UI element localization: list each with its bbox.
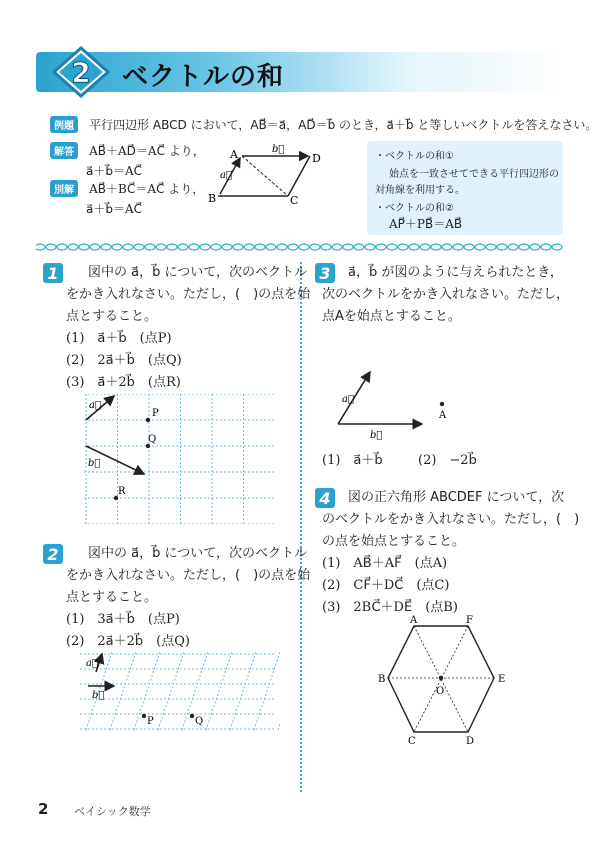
q2-text2: をかき入れなさい。ただし，( )の点を始 — [66, 568, 311, 583]
q4-number-badge — [314, 487, 336, 509]
q1-item3: (3) a⃗＋2b⃗ (点R) — [66, 375, 181, 390]
answer-line1: AB⃗＋AD⃗＝AC⃗ より， — [89, 144, 205, 158]
q2-oblique-grid-figure — [80, 652, 280, 732]
svg-text:2: 2 — [47, 545, 59, 564]
q3-text2: 次のベクトルをかき入れなさい。ただし， — [322, 287, 570, 302]
answer-line2: a⃗＋b⃗＝AC⃗ — [86, 164, 143, 178]
q4-hexagon-figure — [370, 614, 520, 744]
q4-label-A: A — [410, 615, 418, 626]
q1-label-a: a⃗ — [89, 400, 101, 411]
q2-label-a: a⃗ — [86, 658, 98, 669]
q2-point-Q — [190, 714, 194, 718]
answer-tag: 解答 — [50, 142, 78, 159]
q2-label-Q: Q — [195, 716, 204, 727]
label-vec-a: a⃗ — [220, 170, 232, 181]
q4-item2: (2) CF⃗＋DC⃗ (点C) — [322, 578, 450, 593]
q1-item2: (2) 2a⃗＋b⃗ (点Q) — [66, 353, 182, 368]
book-title: ベイシック数学 — [74, 805, 151, 818]
q4-label-D: D — [466, 736, 475, 744]
page-number: 2 — [38, 800, 49, 818]
q1-label-Q: Q — [148, 434, 157, 445]
header-band — [36, 52, 566, 92]
label-vec-b: b⃗ — [272, 144, 285, 155]
q2-number-badge — [42, 543, 64, 565]
svg-text:3: 3 — [319, 264, 331, 283]
q3-text1: a⃗，b⃗ が図のように与えられたとき， — [348, 265, 563, 280]
q4-label-E: E — [498, 674, 506, 685]
page-title: ベクトルの和 — [122, 62, 285, 92]
q3-label-a: a⃗ — [342, 394, 354, 405]
q4-text1: 図の正六角形 ABCDEF について，次 — [348, 490, 565, 505]
example-row — [50, 114, 597, 135]
label-B: B — [208, 192, 217, 205]
q4-label-O: O — [436, 686, 445, 697]
q4-text2: のベクトルをかき入れなさい。ただし，( ) — [322, 512, 580, 527]
q3-text3: 点Aを始点とすること。 — [322, 309, 461, 324]
alt-line1: AB⃗＋BC⃗＝AC⃗ より， — [89, 182, 205, 196]
q2-text3: 点とすること。 — [66, 590, 158, 605]
label-C: C — [290, 194, 299, 207]
info-box — [367, 141, 563, 235]
svg-text:4: 4 — [319, 489, 331, 508]
column-divider — [300, 262, 302, 792]
section-number-badge — [52, 46, 110, 98]
q3-label-b: b⃗ — [370, 430, 383, 441]
q2-label-P: P — [147, 716, 154, 727]
q3-item2: (2) −2b⃗ — [418, 453, 477, 468]
q1-text1: 図中の a⃗，b⃗ について，次のベクトル — [88, 265, 307, 280]
q2-text1: 図中の a⃗，b⃗ について，次のベクトル — [88, 546, 307, 561]
side-cd — [288, 156, 310, 196]
q1-text2: をかき入れなさい。ただし，( )の点を始 — [66, 287, 311, 302]
parallelogram-figure — [200, 140, 340, 210]
q1-text3: 点とすること。 — [66, 309, 158, 324]
chain-divider — [36, 242, 566, 252]
info-item2-formula: AP⃗＋PB⃗＝AB⃗ — [389, 217, 463, 231]
q1-label-R: R — [118, 486, 126, 497]
q2-point-P — [142, 714, 146, 718]
q4-item3: (3) 2BC⃗＋DE⃗ (点B) — [322, 600, 458, 615]
q1-grid-figure — [84, 394, 274, 524]
alt-line2: a⃗＋b⃗＝AC⃗ — [86, 202, 143, 216]
example-tag: 例題 — [50, 116, 78, 133]
q4-label-B: B — [378, 674, 386, 685]
q4-text3: の点を始点とすること。 — [322, 534, 466, 549]
q4-item1: (1) AB⃗＋AF⃗ (点A) — [322, 556, 448, 571]
q1-label-b: b⃗ — [88, 458, 101, 469]
example-problem: 平行四辺形 ABCD において，AB⃗＝a⃗，AD⃗＝b⃗ のとき，a⃗＋b⃗ と等しいベクトルを答えなさい。 — [89, 118, 598, 132]
q4-label-C: C — [408, 736, 416, 744]
q1-number-badge — [42, 262, 64, 284]
info-item1-text2: 対角線を利用する。 — [375, 185, 465, 196]
answer-block — [50, 140, 205, 181]
alt-tag: 別解 — [50, 180, 78, 197]
q2-label-b: b⃗ — [92, 690, 105, 701]
q2-item2: (2) 2a⃗＋2b⃗ (点Q) — [66, 634, 190, 649]
q3-point-A — [440, 402, 444, 406]
q1-point-P — [146, 418, 150, 422]
q1-label-P: P — [152, 408, 159, 419]
q2-item1: (1) 3a⃗＋b⃗ (点P) — [66, 612, 180, 627]
info-item1-title: ・ベクトルの和① — [375, 151, 454, 162]
q3-label-A: A — [439, 410, 447, 421]
q3-vector-figure — [330, 362, 470, 444]
info-item1-text1: 始点を一致させてできる平行四辺形の — [389, 169, 559, 180]
alt-block — [50, 178, 204, 219]
q4-label-F: F — [466, 615, 473, 626]
q1-item1: (1) a⃗＋b⃗ (点P) — [66, 331, 172, 346]
svg-text:1: 1 — [47, 264, 59, 283]
label-D: D — [312, 152, 321, 165]
q3-number-badge — [314, 262, 336, 284]
section-number: 2 — [71, 56, 91, 89]
label-A: A — [230, 148, 238, 161]
hexagon-center-O — [439, 676, 443, 680]
info-item2-title: ・ベクトルの和② — [375, 203, 454, 214]
diagonal-ac — [242, 156, 288, 196]
q3-item1: (1) a⃗＋b⃗ — [322, 453, 383, 468]
